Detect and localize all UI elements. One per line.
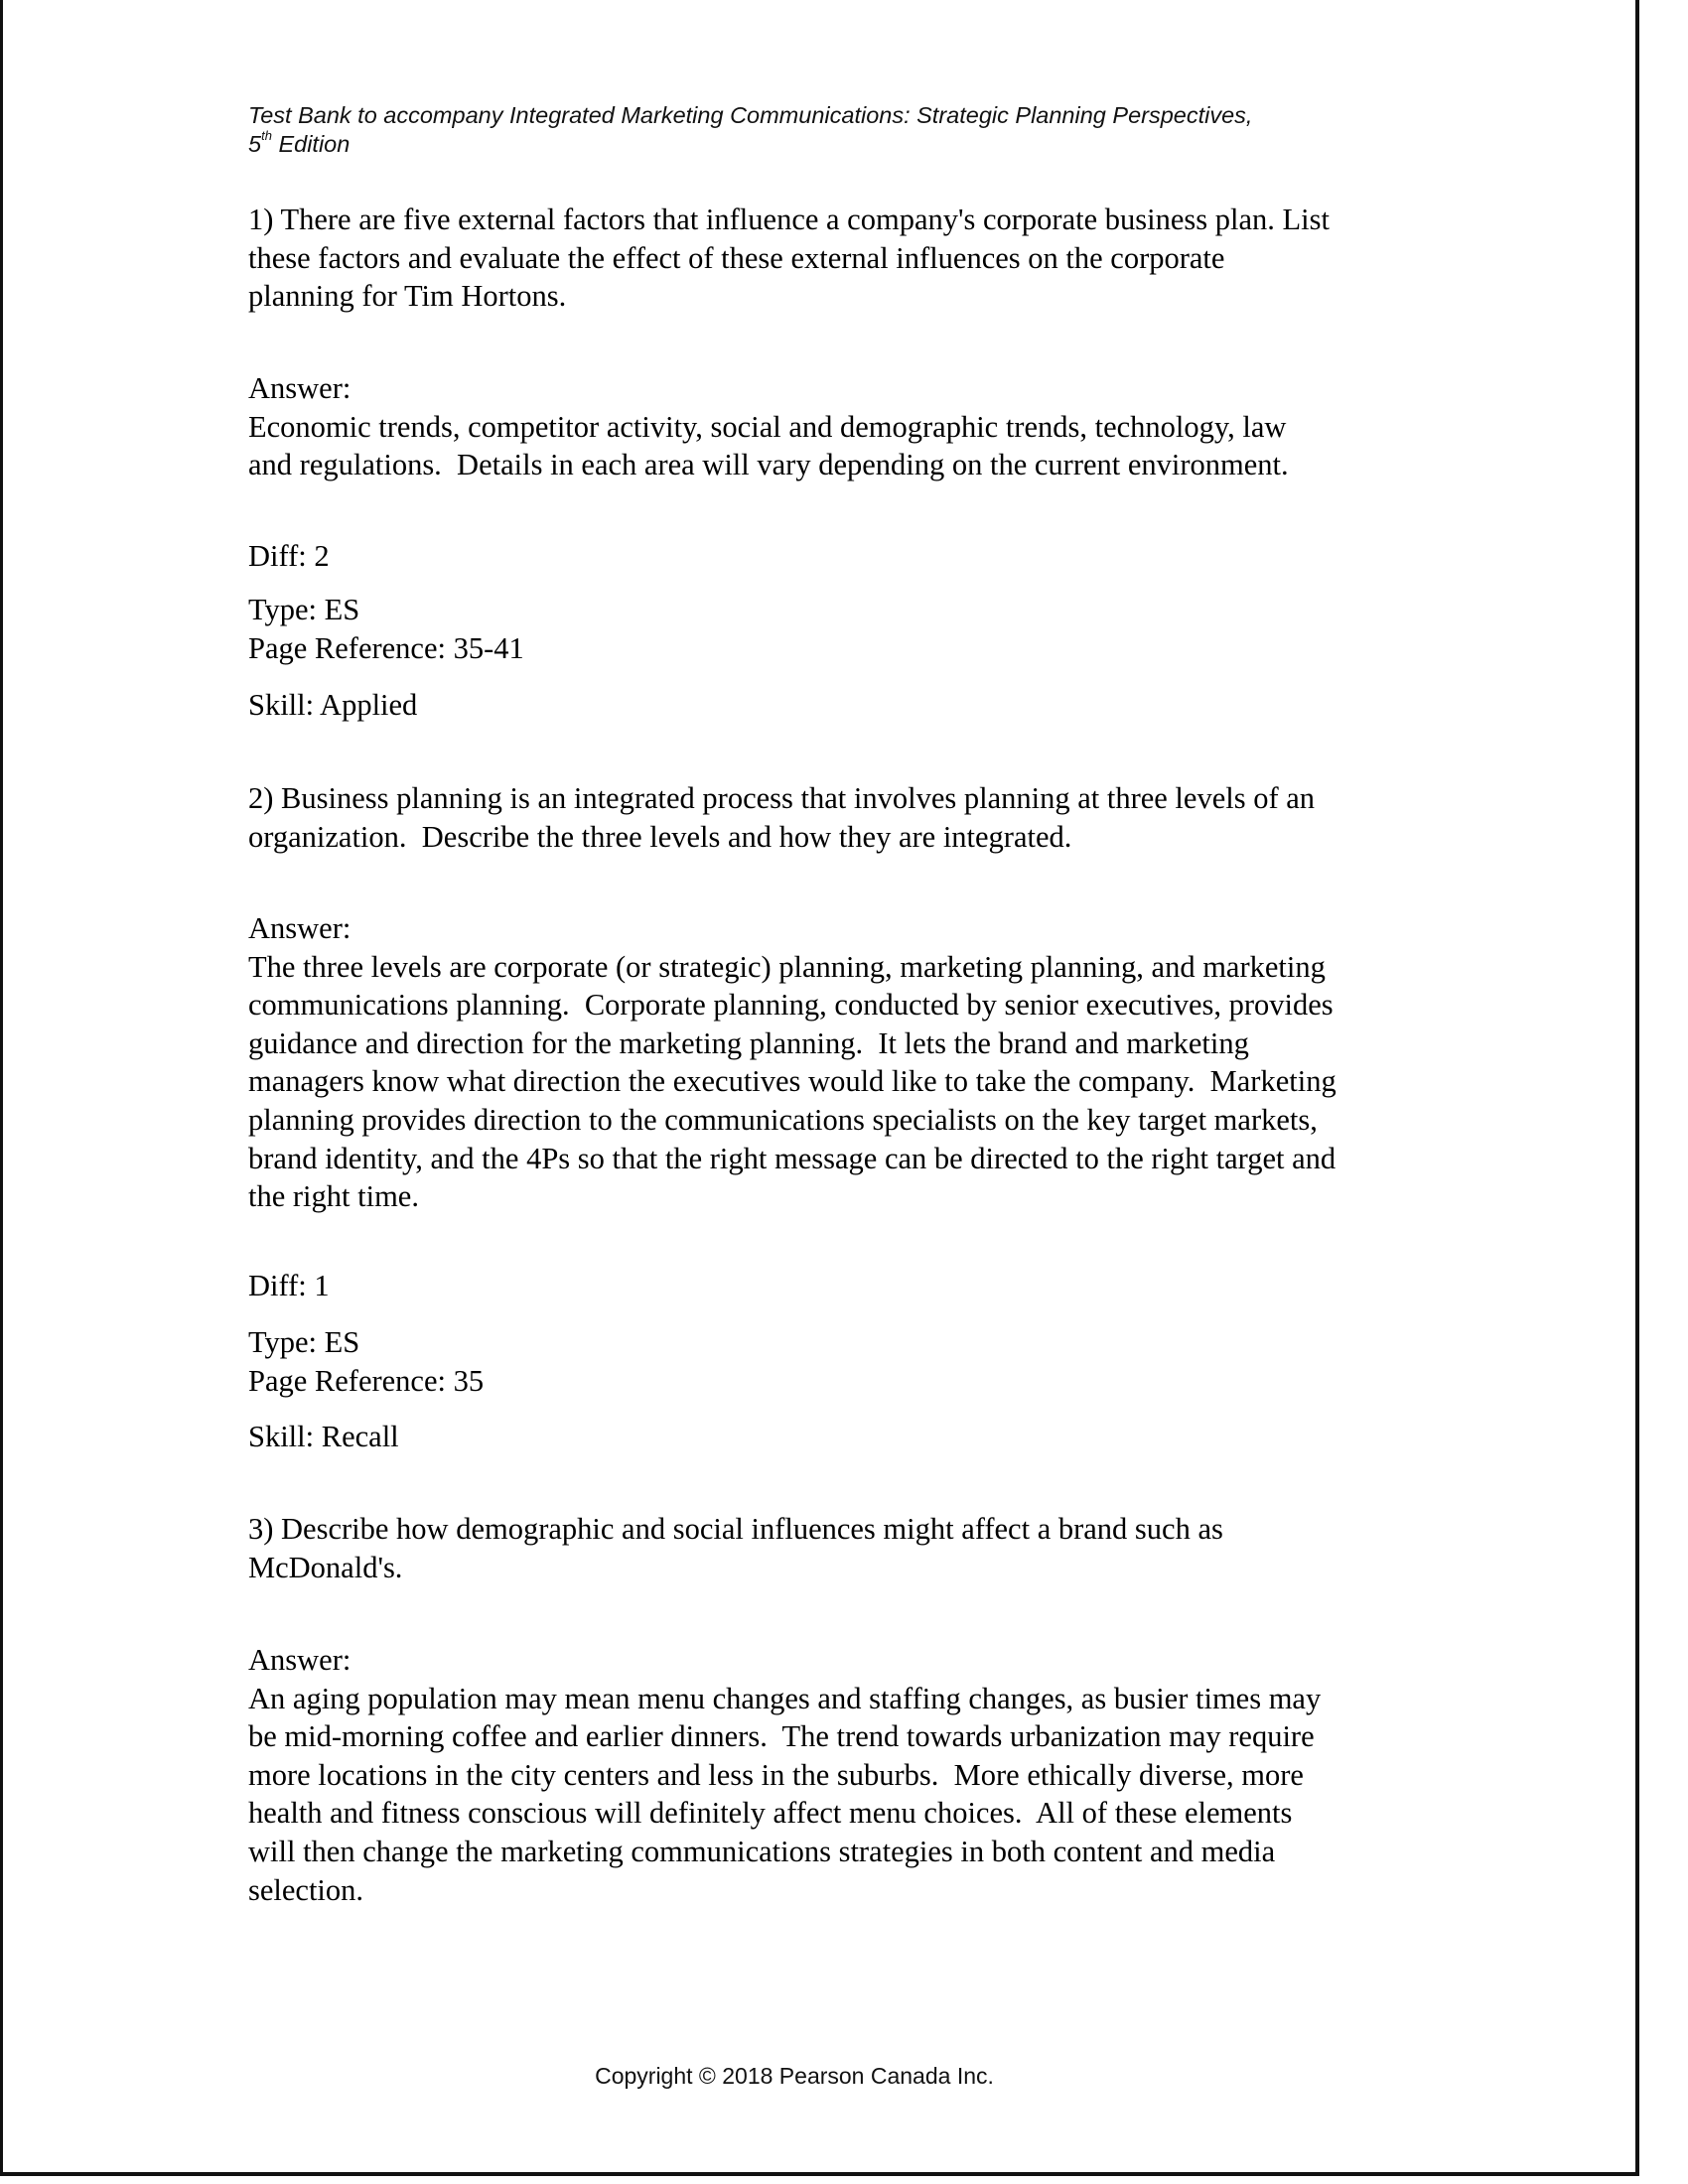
edition-number: 5 <box>248 131 262 157</box>
skill-2: Skill: Recall <box>248 1420 399 1453</box>
question-line: 1) There are five external factors that influence a company's corporate business plan. List <box>248 203 1330 236</box>
page-reference: Page Reference: 35-41 <box>248 630 524 665</box>
answer-line: more locations in the city centers and less in the suburbs. More ethically diverse, more <box>248 1757 1304 1792</box>
question-2 <box>248 779 1315 856</box>
answer-2 <box>248 909 1336 1216</box>
header-title: Test Bank to accompany Integrated Marketing Communications: Strategic Planning Perspectives, <box>248 102 1253 128</box>
question-3 <box>248 1510 1223 1586</box>
answer-line: Economic trends, competitor activity, social and demographic trends, technology, law <box>248 409 1287 444</box>
copyright-footer: Copyright © 2018 Pearson Canada Inc. <box>595 2063 994 2089</box>
answer-label: Answer: <box>248 911 352 945</box>
question-line: these factors and evaluate the effect of these external influences on the corporate <box>248 240 1225 275</box>
meta-2 <box>248 1323 484 1400</box>
answer-line: and regulations. Details in each area will vary depending on the current environment. <box>248 448 1289 482</box>
skill-1: Skill: Applied <box>248 688 418 722</box>
question-line: 3) Describe how demographic and social influences might affect a brand such as <box>248 1512 1223 1546</box>
answer-label: Answer: <box>248 1643 352 1677</box>
answer-line: managers know what direction the executives would like to take the company. Marketing <box>248 1064 1336 1099</box>
difficulty-2: Diff: 1 <box>248 1269 330 1302</box>
edition-suffix: th <box>261 128 272 143</box>
answer-line: An aging population may mean menu changes and staffing changes, as busier times may <box>248 1681 1322 1715</box>
type: Type: ES <box>248 1325 360 1359</box>
question-line: 2) Business planning is an integrated process that involves planning at three levels of an <box>248 781 1316 815</box>
edition-word: Edition <box>271 131 351 157</box>
answer-line: be mid-morning coffee and earlier dinners. The trend towards urbanization may require <box>248 1719 1315 1754</box>
header-edition <box>248 130 1252 159</box>
answer-line: will then change the marketing communications strategies in both content and media <box>248 1834 1276 1868</box>
answer-line: The three levels are corporate (or strategic) planning, marketing planning, and marketing <box>248 949 1326 984</box>
answer-1 <box>248 369 1289 484</box>
answer-line: health and fitness conscious will definitely affect menu choices. All of these elements <box>248 1796 1293 1831</box>
type: Type: ES <box>248 593 360 626</box>
answer-3 <box>248 1641 1321 1909</box>
meta-1 <box>248 591 524 667</box>
answer-line: communications planning. Corporate planning, conducted by senior executives, provides <box>248 988 1334 1023</box>
answer-label: Answer: <box>248 371 352 405</box>
answer-line: guidance and direction for the marketing planning. It lets the brand and marketing <box>248 1025 1249 1060</box>
question-line: planning for Tim Hortons. <box>248 279 567 314</box>
answer-line: selection. <box>248 1872 364 1907</box>
answer-line: brand identity, and the 4Ps so that the right message can be directed to the right target and <box>248 1141 1336 1175</box>
question-line: organization. Describe the three levels and how they are integrated. <box>248 819 1072 854</box>
page-reference: Page Reference: 35 <box>248 1363 485 1398</box>
answer-line: the right time. <box>248 1179 419 1214</box>
answer-line: planning provides direction to the communications specialists on the key target markets, <box>248 1102 1318 1137</box>
difficulty-1: Diff: 2 <box>248 539 330 573</box>
running-header <box>248 101 1252 159</box>
question-1 <box>248 201 1330 316</box>
question-line: McDonald's. <box>248 1550 403 1584</box>
